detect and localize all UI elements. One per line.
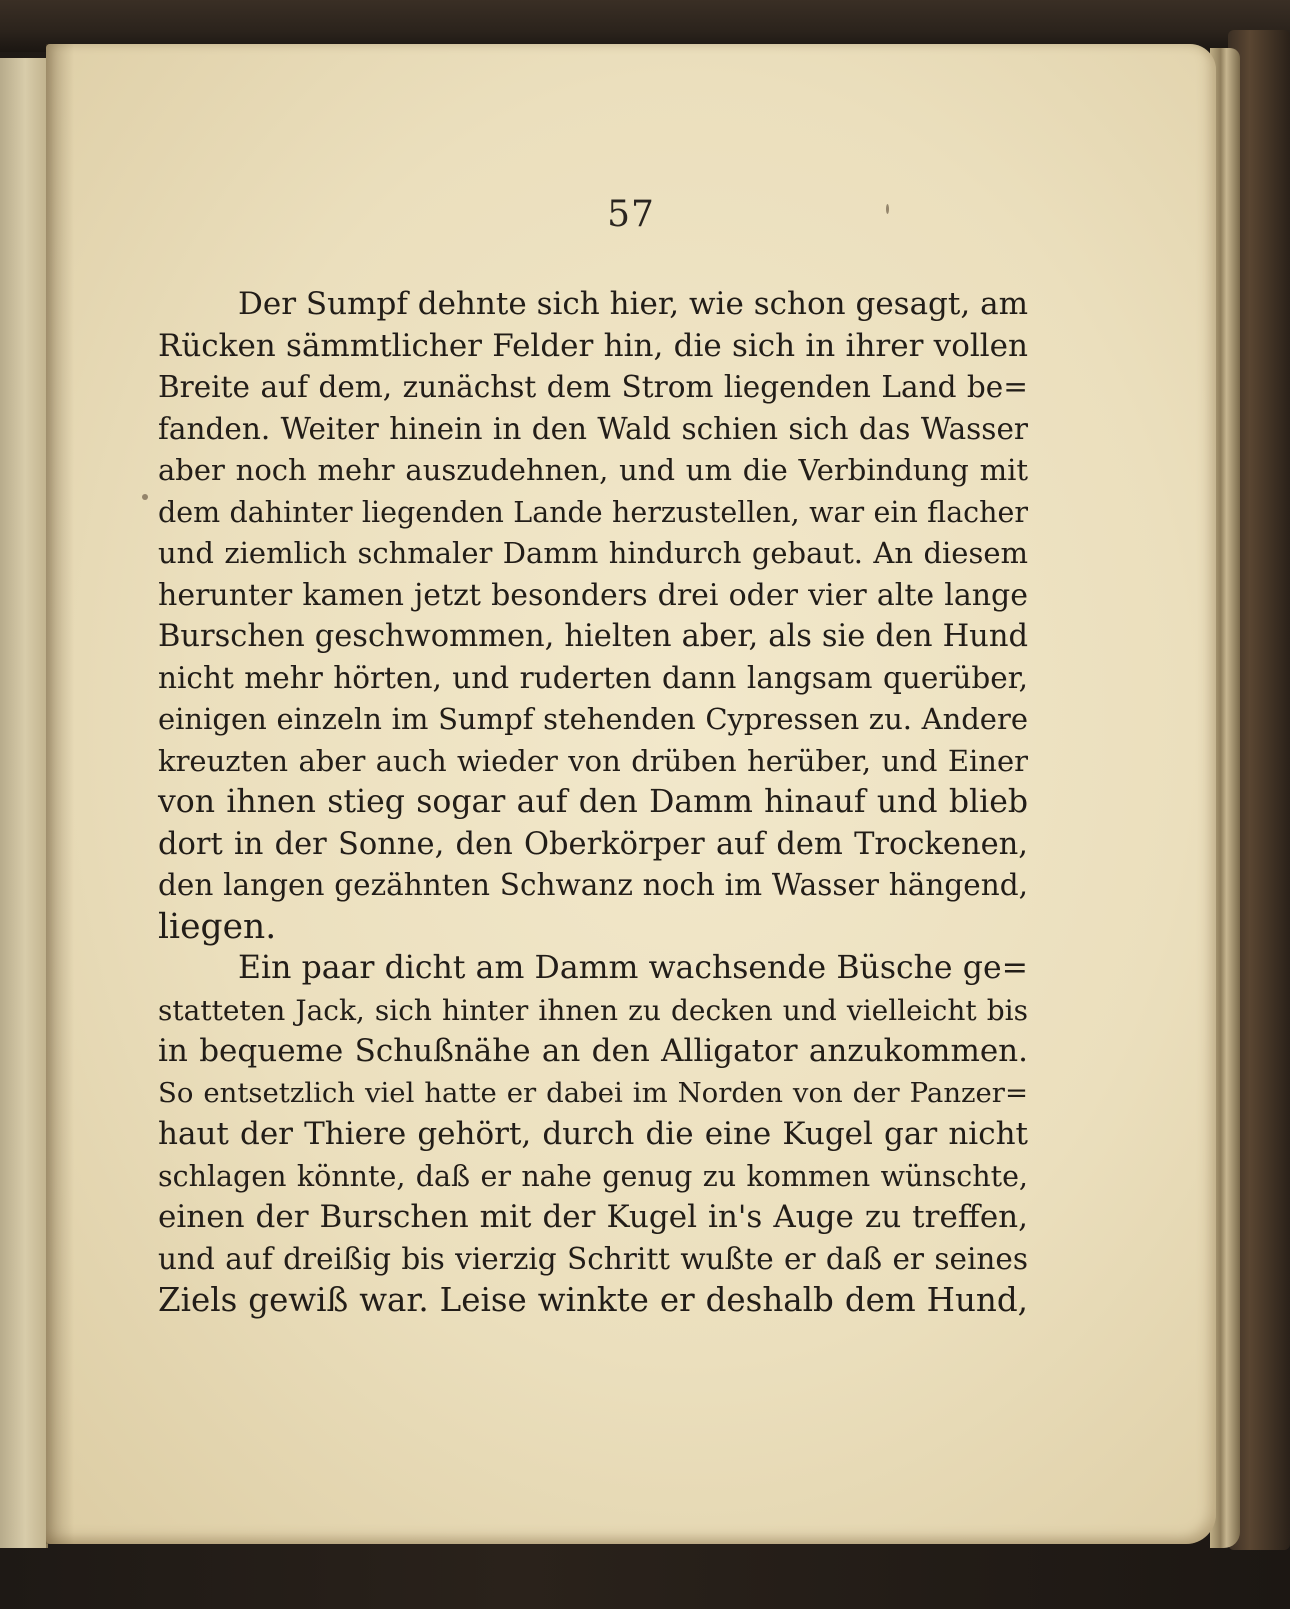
text-line: liegen. (158, 906, 277, 947)
left-page-edge (0, 58, 48, 1548)
text-line: Der Sumpf dehnte sich hier, wie schon gesagt, am (238, 286, 1028, 322)
text-line: So entsetzlich viel hatte er dabei im Norden von der Panzer= (158, 1076, 1028, 1109)
body-text (158, 284, 1028, 1322)
text-line: Ziels gewiß war. Leise winkte er deshalb dem Hund, (158, 1281, 1028, 1319)
text-line: einigen einzeln im Sumpf stehenden Cypressen zu. Andere (158, 702, 1028, 736)
text-line: dem dahinter liegenden Lande herzustellen, war ein flacher (158, 495, 1028, 529)
text-line: Ein paar dicht am Damm wachsende Büsche ge= (238, 950, 1028, 986)
paper-speck (886, 204, 889, 214)
text-line: fanden. Weiter hinein in den Wald schien sich das Wasser (158, 411, 1028, 446)
text-line: schlagen könnte, daß er nahe genug zu kommen wünschte, (158, 1159, 1028, 1193)
text-line: von ihnen stieg sogar auf den Damm hinauf und blieb (158, 784, 1028, 820)
text-line: einen der Burschen mit der Kugel in's Auge zu treffen, (158, 1199, 1028, 1235)
text-line: haut der Thiere gehört, durch die eine Kugel gar nicht (158, 1116, 1028, 1152)
text-line: herunter kamen jetzt besonders drei oder vier alte lange (158, 577, 1028, 613)
text-line: und ziemlich schmaler Damm hindurch gebaut. An diesem (158, 536, 1028, 570)
text-line: aber noch mehr auszudehnen, und um die Verbindung mit (158, 453, 1028, 487)
paper-speck (142, 494, 148, 500)
page-number: 57 (607, 194, 655, 235)
text-line: und auf dreißig bis vierzig Schritt wußte er daß er seines (158, 1241, 1028, 1276)
text-line: kreuzten aber auch wieder von drüben herüber, und Einer (158, 743, 1028, 778)
paragraph-2 (158, 948, 1028, 1322)
text-line: in bequeme Schußnähe an den Alligator anzukommen. (158, 1033, 1028, 1069)
text-line: Rücken sämmtlicher Felder hin, die sich in ihrer vollen (158, 327, 1028, 364)
text-line: statteten Jack, sich hinter ihnen zu decken und vielleicht bis (158, 993, 1028, 1027)
text-line: Breite auf dem, zunächst dem Strom liegenden Land be= (158, 370, 1028, 404)
book-page (46, 44, 1216, 1544)
text-line: den langen gezähnten Schwanz noch im Wasser hängend, (158, 868, 1028, 902)
gutter-shadow (46, 44, 74, 1544)
text-line: dort in der Sonne, den Oberkörper auf dem Trockenen, (158, 826, 1028, 862)
text-line: Burschen geschwommen, hielten aber, als sie den Hund (158, 619, 1028, 654)
text-line: nicht mehr hörten, und ruderten dann langsam querüber, (158, 660, 1028, 695)
paragraph-1 (158, 284, 1028, 948)
